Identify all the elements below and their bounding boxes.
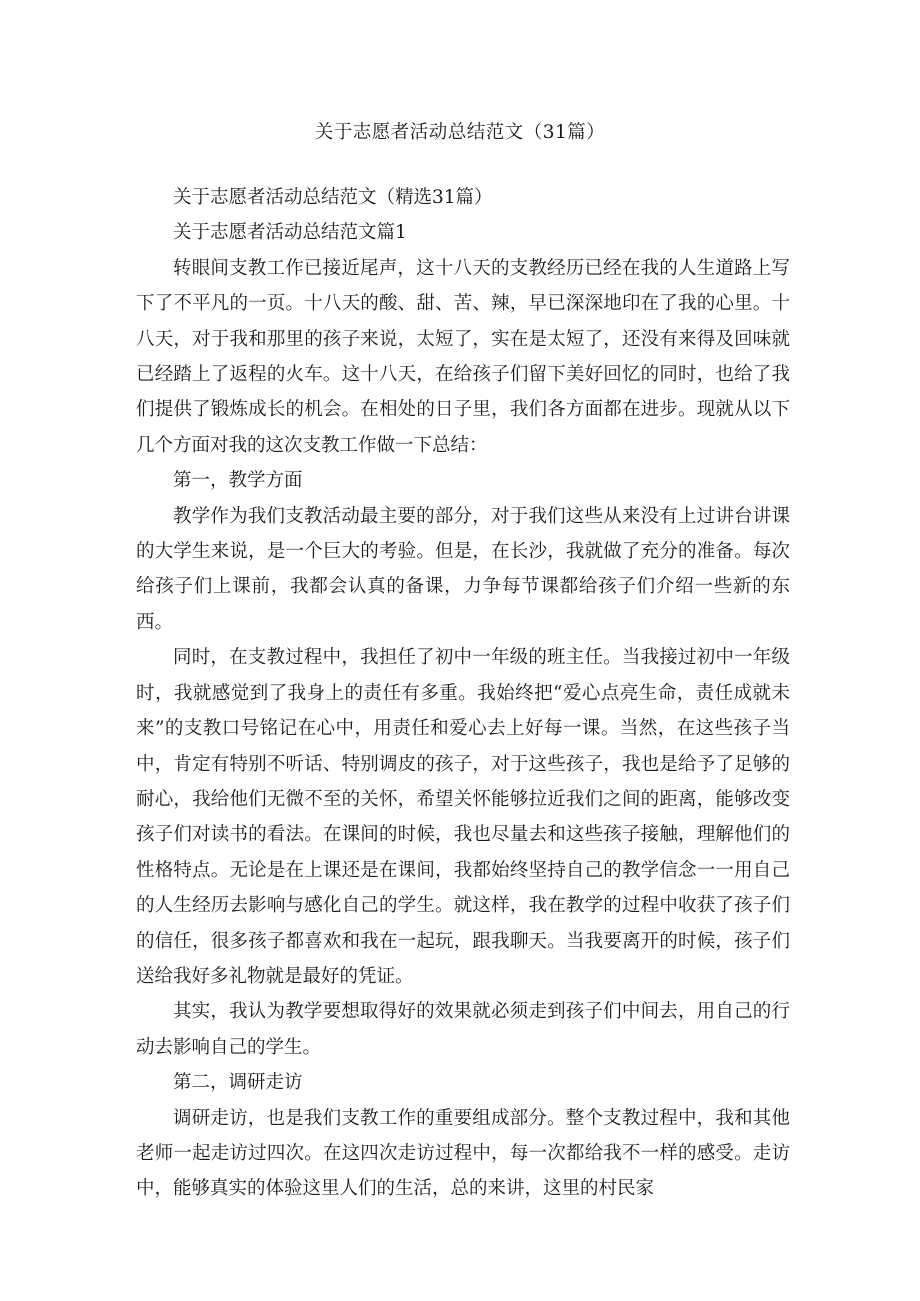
section-heading: 第二，调研走访 xyxy=(173,1072,303,1094)
document-title: 关于志愿者活动总结范文（31篇） xyxy=(314,122,606,143)
body-paragraph: 调研走访，也是我们支教工作的重要组成部分。整个支教过程中，我和其他老师一起走访过四次。在这四次走访过程中，每一次都给我不一样的感受。走访中，能够真实的体验这里人们的生活，总的来讲，这里的村民家 xyxy=(136,1107,790,1200)
subtitle-paragraph: 关于志愿者活动总结范文（精选31篇） xyxy=(173,187,493,208)
body-paragraph: 教学作为我们支教活动最主要的部分，对于我们这些从来没有上过讲台讲课的大学生来说，是一个巨大的考验。但是，在长沙，我就做了充分的准备。每次给孩子们上课前，我都会认真的备课，力争每节课都给孩子们介绍一些新的东西。 xyxy=(136,505,790,633)
section-heading: 第一，教学方面 xyxy=(173,470,303,492)
section-heading: 关于志愿者活动总结范文篇1 xyxy=(173,222,407,244)
body-paragraph: 其实，我认为教学要想取得好的效果就必须走到孩子们中间去，用自己的行动去影响自己的学生。 xyxy=(136,1001,790,1058)
body-paragraph: 同时，在支教过程中，我担任了初中一年级的班主任。当我接过初中一年级时，我就感觉到了我身上的责任有多重。我始终把“爱心点亮生命，责任成就未来”的支教口号铭记在心中，用责任和爱心去上好每一课。当然，在这些孩子当中，肯定有特别不听话、特别调皮的孩子，对于这些孩子，我也是给予了足够的耐心，我给他们无微不至的关怀，希望关怀能够拉近我们之间的距离，能够改变孩子们对读书的看法。在课间的时候，我也尽量去和这些孩子接触，理解他们的性格特点。无论是在上课还是在课间，我都始终坚持自己的教学信念一一用自己的人生经历去影响与感化自己的学生。就这样，我在教学的过程中收获了孩子们的信任，很多孩子都喜欢和我在一起玩，跟我聊天。当我要离开的时候，孩子们送给我好多礼物就是最好的凭证。 xyxy=(136,647,790,987)
body-paragraph: 转眼间支教工作已接近尾声，这十八天的支教经历已经在我的人生道路上写下了不平凡的一页。十八天的酸、甜、苦、辣，早已深深地印在了我的心里。十八天，对于我和那里的孩子来说，太短了，实在是太短了，还没有来得及回味就已经踏上了返程的火车。这十八天，在给孩子们留下美好回忆的同时，也给了我们提供了锻炼成长的机会。在相处的日子里，我们各方面都在进步。现就从以下几个方面对我的这次支教工作做一下总结： xyxy=(136,257,790,456)
document-body xyxy=(136,180,790,1207)
